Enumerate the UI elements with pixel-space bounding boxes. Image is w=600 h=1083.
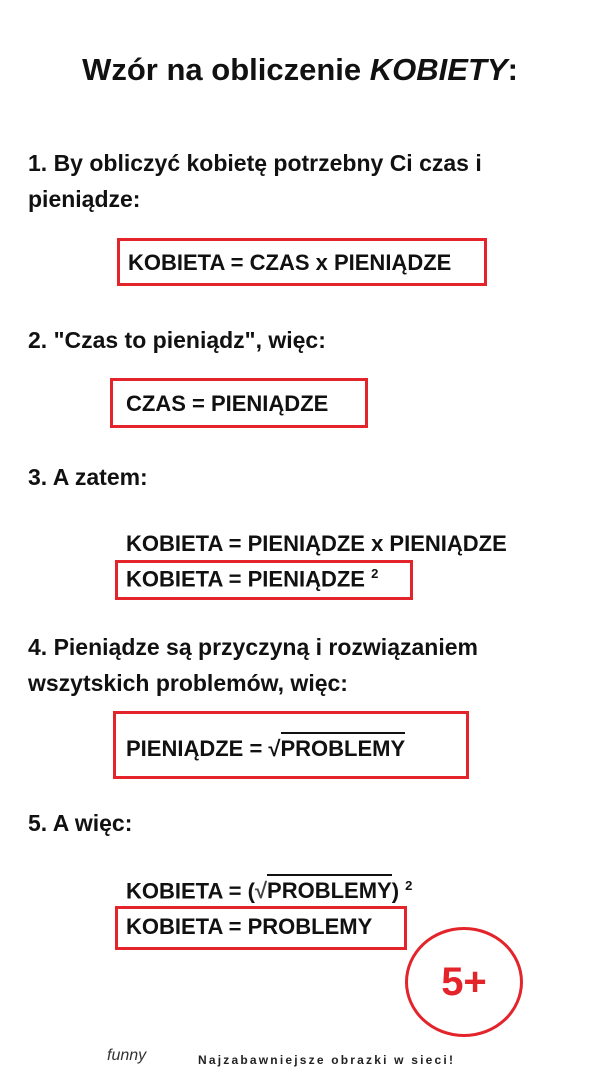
title-emphasis: KOBIETY bbox=[369, 52, 508, 87]
exponent-2: 2 bbox=[371, 566, 379, 581]
step-1-line-1: 1. By obliczyć kobietę potrzebny Ci czas i bbox=[28, 150, 482, 176]
step-4-line-1: 4. Pieniądze są przyczyną i rozwiązaniem bbox=[28, 634, 478, 660]
step-5: 5. A więc: bbox=[28, 810, 133, 836]
formula-5a: KOBIETA = (√PROBLEMY) $^2$ bbox=[126, 878, 412, 904]
step-3: 3. A zatem: bbox=[28, 464, 148, 490]
step-1-line-2: pieniądze: bbox=[28, 186, 141, 212]
formula-3a: KOBIETA = PIENIĄDZE x PIENIĄDZE bbox=[126, 531, 507, 556]
footer-tagline: Najzabawniejsze obrazki w sieci! bbox=[198, 1053, 456, 1067]
formula-3b: KOBIETA = PIENIĄDZE $^2$ bbox=[126, 566, 379, 592]
formula-4: PIENIĄDZE = √PROBLEMY bbox=[126, 736, 405, 762]
exponent-2: 2 bbox=[405, 878, 413, 893]
formula-2: CZAS = PIENIĄDZE bbox=[126, 391, 329, 416]
sqrt-symbol: √ bbox=[268, 736, 281, 761]
grade-badge bbox=[405, 927, 523, 1037]
formula-5b: KOBIETA = PROBLEMY bbox=[126, 914, 373, 939]
sqrt-symbol: √ bbox=[254, 878, 268, 904]
step-2: 2. "Czas to pieniądz", więc: bbox=[28, 327, 326, 353]
grade-badge-text: 5+ bbox=[441, 959, 487, 1004]
formula-1: KOBIETA = CZAS x PIENIĄDZE bbox=[128, 250, 452, 275]
page-title: Wzór na obliczenie KOBIETY: bbox=[82, 52, 518, 87]
step-4-line-2: wszytskich problemów, więc: bbox=[28, 670, 348, 696]
footer-logo: funny bbox=[107, 1047, 147, 1064]
